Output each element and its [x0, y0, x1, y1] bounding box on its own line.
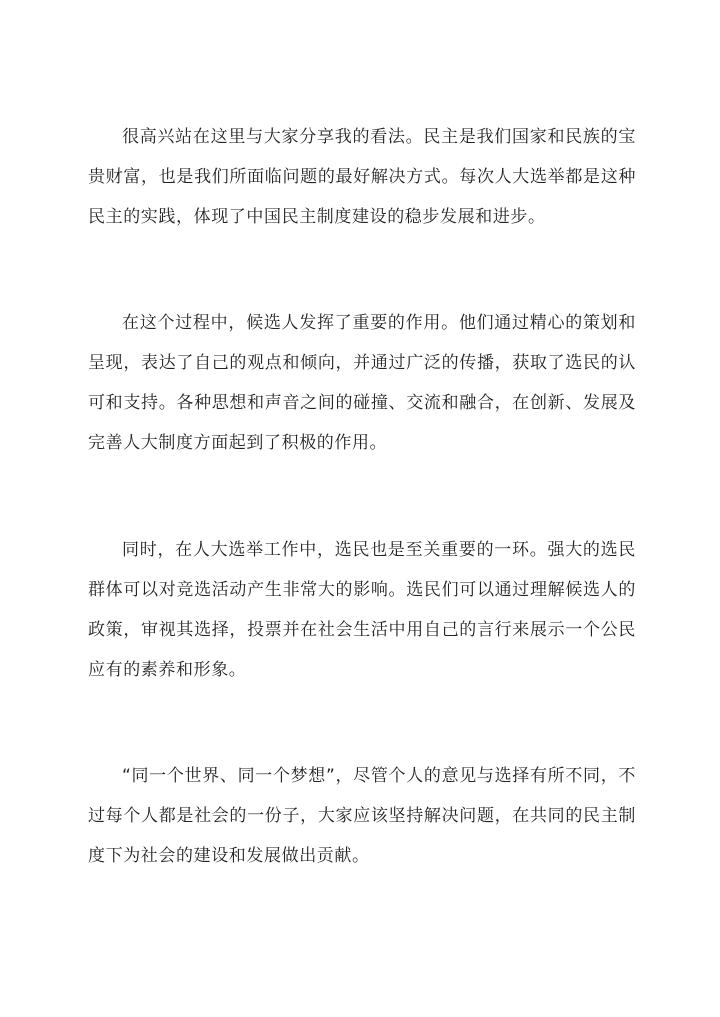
paragraph-4: “同一个世界、同一个梦想”，尽管个人的意见与选择有所不同，不过每个人都是社会的一份子，大家应该坚持解决问题，在共同的民主制度下为社会的建设和发展做出贡献。: [88, 766, 636, 866]
paragraph-3: 同时，在人大选举工作中，选民也是至关重要的一环。强大的选民群体可以对竞选活动产生非常大的影响。选民们可以通过理解候选人的政策，审视其选择，投票并在社会生活中用自己的言行来展示一个公民应有的素养和形象。: [88, 540, 636, 680]
paragraph-2: 在这个过程中，候选人发挥了重要的作用。他们通过精心的策划和呈现，表达了自己的观点和倾向，并通过广泛的传播，获取了选民的认可和支持。各种思想和声音之间的碰撞、交流和融合，在创新、发展及完善人大制度方面起到了积极的作用。: [88, 313, 636, 453]
paragraph-1: 很高兴站在这里与大家分享我的看法。民主是我们国家和民族的宝贵财富，也是我们所面临问题的最好解决方式。每次人大选举都是这种民主的实践，体现了中国民主制度建设的稳步发展和进步。: [88, 127, 636, 227]
